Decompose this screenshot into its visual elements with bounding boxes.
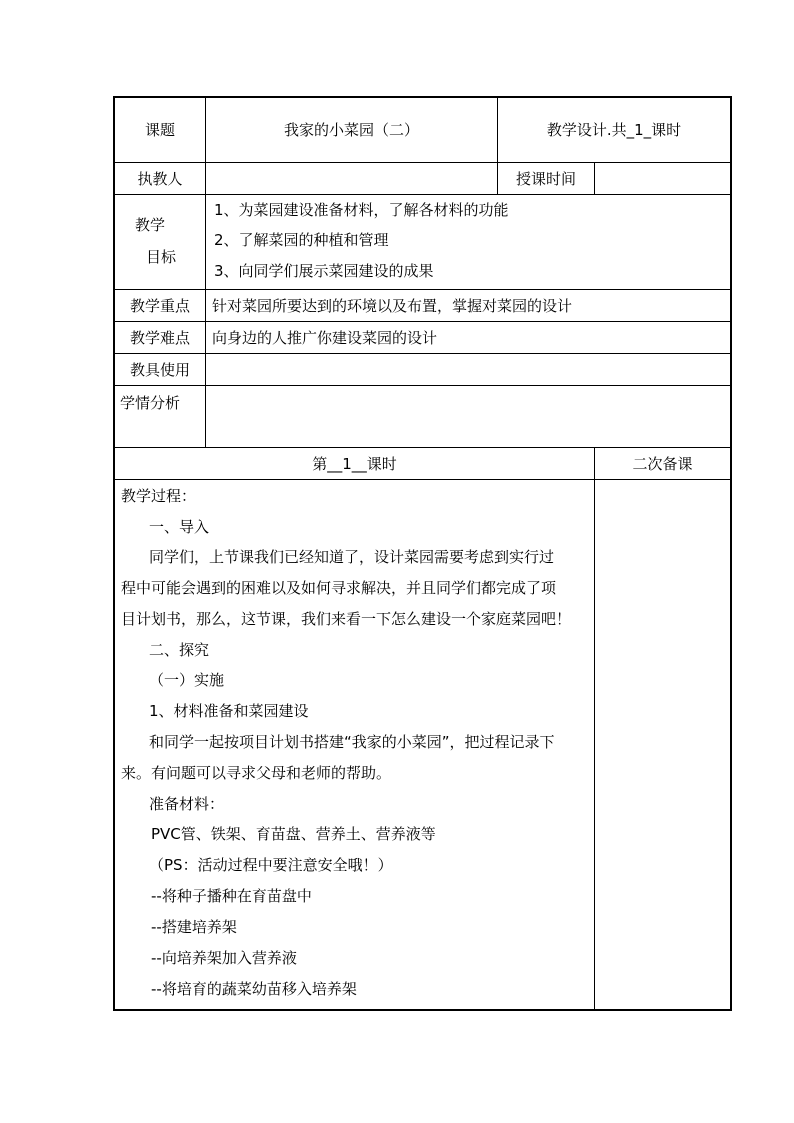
list-item: --向培养架加入营养液 (151, 949, 297, 967)
list-item: --将种子播种在育苗盘中 (151, 887, 312, 905)
second-prep-label-cell (594, 447, 731, 480)
key-points-label-cell (114, 289, 206, 322)
objective-item-3: 3、向同学们展示菜园建设的成果 (214, 262, 434, 280)
tools-label-cell (114, 353, 206, 386)
design-label-cell (497, 97, 731, 163)
explore-heading: 二、探究 (149, 641, 210, 659)
difficulties-label-cell (114, 321, 206, 354)
topic-value: 我家的小菜园（二） (283, 121, 419, 139)
key-points-value: 针对菜园所要达到的环境以及布置，掌握对菜园的设计 (212, 296, 573, 315)
intro-paragraph-line2: 程中可能会遇到的困难以及如何寻求解决，并且同学们都完成了项 (121, 579, 557, 597)
objectives-value-cell (205, 194, 731, 290)
session-label-cell (114, 447, 595, 480)
analysis-value-cell (205, 385, 731, 448)
analysis-label: 学情分析 (120, 394, 181, 412)
process-body-cell (114, 479, 595, 1010)
objectives-label-line2: 目标 (146, 248, 177, 266)
analysis-label-cell (114, 385, 206, 448)
time-value-cell (594, 162, 731, 195)
topic-label-cell (114, 97, 206, 163)
topic-label: 课题 (144, 121, 175, 139)
intro-heading: 一、导入 (149, 518, 210, 536)
second-prep-label: 二次备课 (632, 454, 693, 473)
session-label: 第__1__课时 (312, 454, 397, 473)
objective-item-1: 1、为菜园建设准备材料，了解各材料的功能 (214, 201, 509, 219)
safety-note: （PS：活动过程中要注意安全哦！） (149, 856, 393, 874)
time-label-cell (497, 162, 595, 195)
tools-value-cell (205, 353, 731, 386)
objective-item-2: 2、了解菜园的种植和管理 (214, 231, 389, 249)
materials-list: PVC管、铁架、育苗盘、营养土、营养液等 (151, 825, 436, 843)
lesson-plan-table (113, 96, 732, 1011)
intro-paragraph-line1: 同学们，上节课我们已经知道了，设计菜园需要考虑到实行过 (149, 548, 555, 566)
step1-paragraph-line2: 来。有问题可以寻求父母和老师的帮助。 (121, 764, 392, 782)
time-label: 授课时间 (515, 169, 576, 188)
teacher-value-cell (205, 162, 498, 195)
topic-value-cell (205, 97, 498, 163)
objectives-label-line1: 教学 (135, 216, 166, 234)
step1-paragraph-line1: 和同学一起按项目计划书搭建“我家的小菜园”，把过程记录下 (149, 733, 555, 751)
design-label: 教学设计.共_1_课时 (546, 121, 682, 139)
implement-heading: （一）实施 (149, 671, 225, 689)
difficulties-value-cell (205, 321, 731, 354)
objectives-label-cell (114, 194, 206, 290)
process-title: 教学过程： (121, 487, 197, 505)
list-item: --将培育的蔬菜幼苗移入培养架 (151, 980, 357, 998)
tools-label: 教具使用 (129, 360, 190, 379)
materials-label: 准备材料： (149, 795, 225, 813)
step1-heading: 1、材料准备和菜园建设 (149, 702, 309, 720)
difficulties-value: 向身边的人推广你建设菜园的设计 (212, 328, 438, 347)
teacher-label-cell (114, 162, 206, 195)
key-points-value-cell (205, 289, 731, 322)
intro-paragraph-line3: 目计划书，那么，这节课，我们来看一下怎么建设一个家庭菜园吧！ (121, 610, 572, 628)
teacher-label: 执教人 (137, 169, 183, 188)
second-prep-body-cell (594, 479, 731, 1010)
difficulties-label: 教学难点 (129, 328, 190, 347)
key-points-label: 教学重点 (129, 296, 190, 315)
list-item: --搭建培养架 (151, 918, 237, 936)
